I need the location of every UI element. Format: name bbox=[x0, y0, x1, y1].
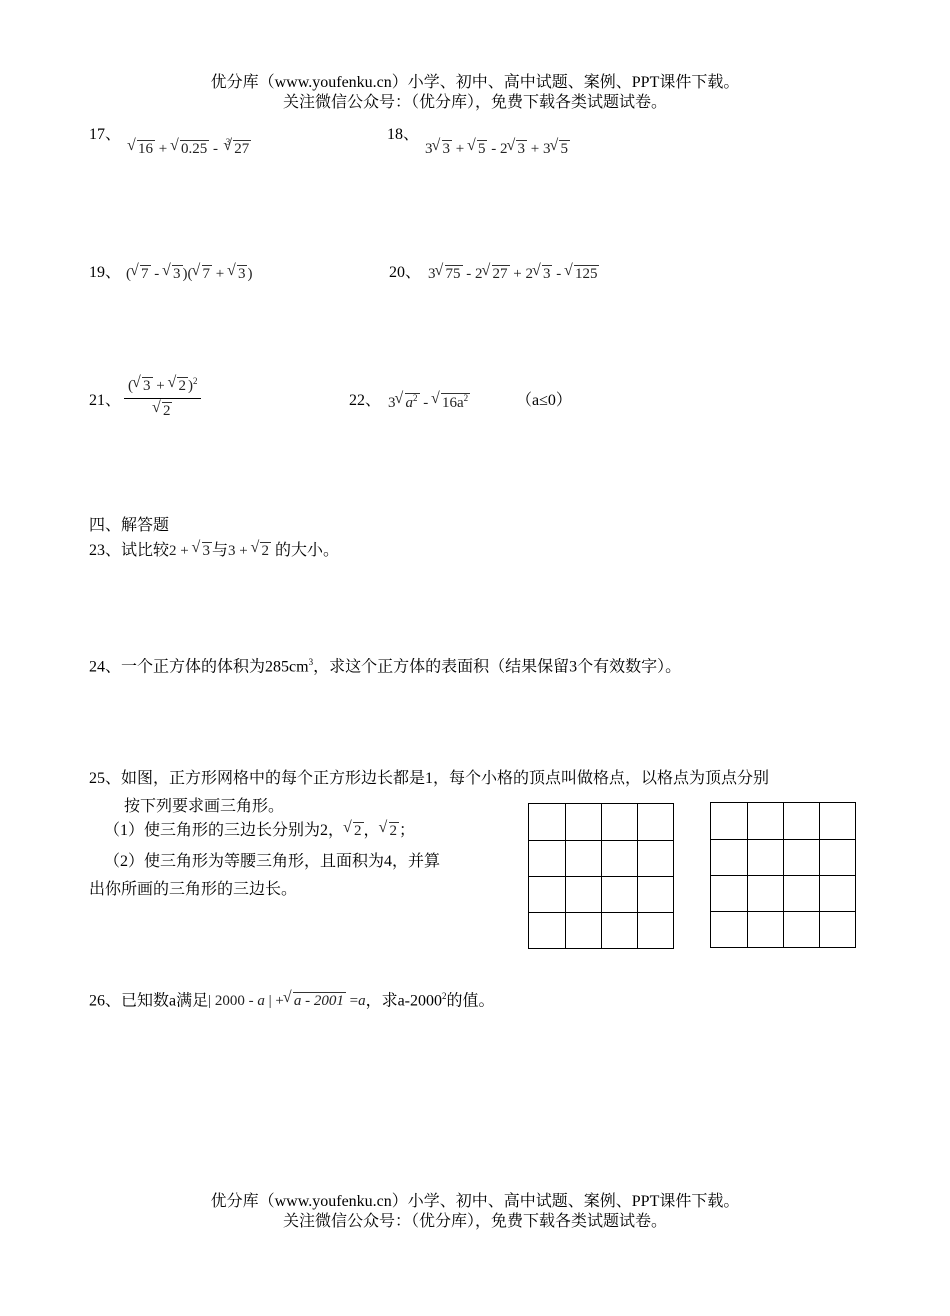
section-title: 四、解答题 bbox=[89, 517, 170, 534]
question-26: 26、已知数a满足| 2000 - a | +√ a - 2001 =a，求a-2000$^2$的值。 bbox=[89, 991, 495, 1011]
question-25-line-1: 25、如图，正方形网格中的每个正方形边长都是1，每个小格的顶点叫做格点，以格点为顶点分别 bbox=[89, 770, 770, 787]
question-23: 23、试比较2 + √ 3 与3 + √ 2 的大小。 bbox=[89, 541, 339, 560]
question-25-sub-2-line-2: 出你所画的三角形的三边长。 bbox=[89, 881, 298, 898]
header-line-1: 优分库（www.youfenku.cn）小学、初中、高中试题、案例、PPT课件下载。 bbox=[210, 74, 740, 91]
footer-line-2: 关注微信公众号：（优分库），免费下载各类试题试卷。 bbox=[282, 1213, 667, 1230]
problem-21-number: 21、 bbox=[89, 392, 122, 409]
problem-20-expression: 3√ 75 - 2√ 27 + 2√ 3 - √ 125 bbox=[428, 265, 599, 283]
problem-21-expression: (√ 3 + √ 2 )$^2$ √ 2 bbox=[124, 376, 201, 420]
problem-17-number: 17、 bbox=[89, 126, 122, 143]
footer-line-1: 优分库（www.youfenku.cn）小学、初中、高中试题、案例、PPT课件下载。 bbox=[210, 1193, 740, 1210]
problem-19-number: 19、 bbox=[89, 264, 122, 281]
question-24: 24、一个正方体的体积为$285cm^3$，求这个正方体的表面积（结果保留3个有效数字）。 bbox=[89, 657, 682, 676]
question-25-line-2: 按下列要求画三角形。 bbox=[124, 798, 285, 815]
header-line-2: 关注微信公众号：（优分库），免费下载各类试题试卷。 bbox=[282, 94, 667, 111]
question-25-sub-2-line-1: （2）使三角形为等腰三角形，且面积为4，并算 bbox=[104, 853, 441, 870]
problem-17-expression: √ 16 + √ 0.25 - $^3$√ 27 bbox=[128, 140, 251, 158]
problem-22-expression: 3√ $a^2$ - √ $16a^2$ bbox=[388, 393, 470, 412]
square-grid-left bbox=[528, 803, 674, 949]
problem-19-expression: (√ 7 - √ 3 )(√ 7 + √ 3 ) bbox=[126, 265, 252, 283]
problem-20-number: 20、 bbox=[389, 264, 422, 281]
problem-22-number: 22、 bbox=[349, 392, 382, 409]
problem-22-condition: （a≤0） bbox=[516, 392, 572, 409]
problem-18-number: 18、 bbox=[387, 126, 420, 143]
question-25-sub-1: （1）使三角形的三边长分别为2，√ 2 ，√ 2 ； bbox=[104, 821, 415, 840]
problem-18-expression: 3√ 3 + √ 5 - 2√ 3 + 3√ 5 bbox=[425, 140, 570, 158]
square-grid-right bbox=[710, 802, 856, 948]
